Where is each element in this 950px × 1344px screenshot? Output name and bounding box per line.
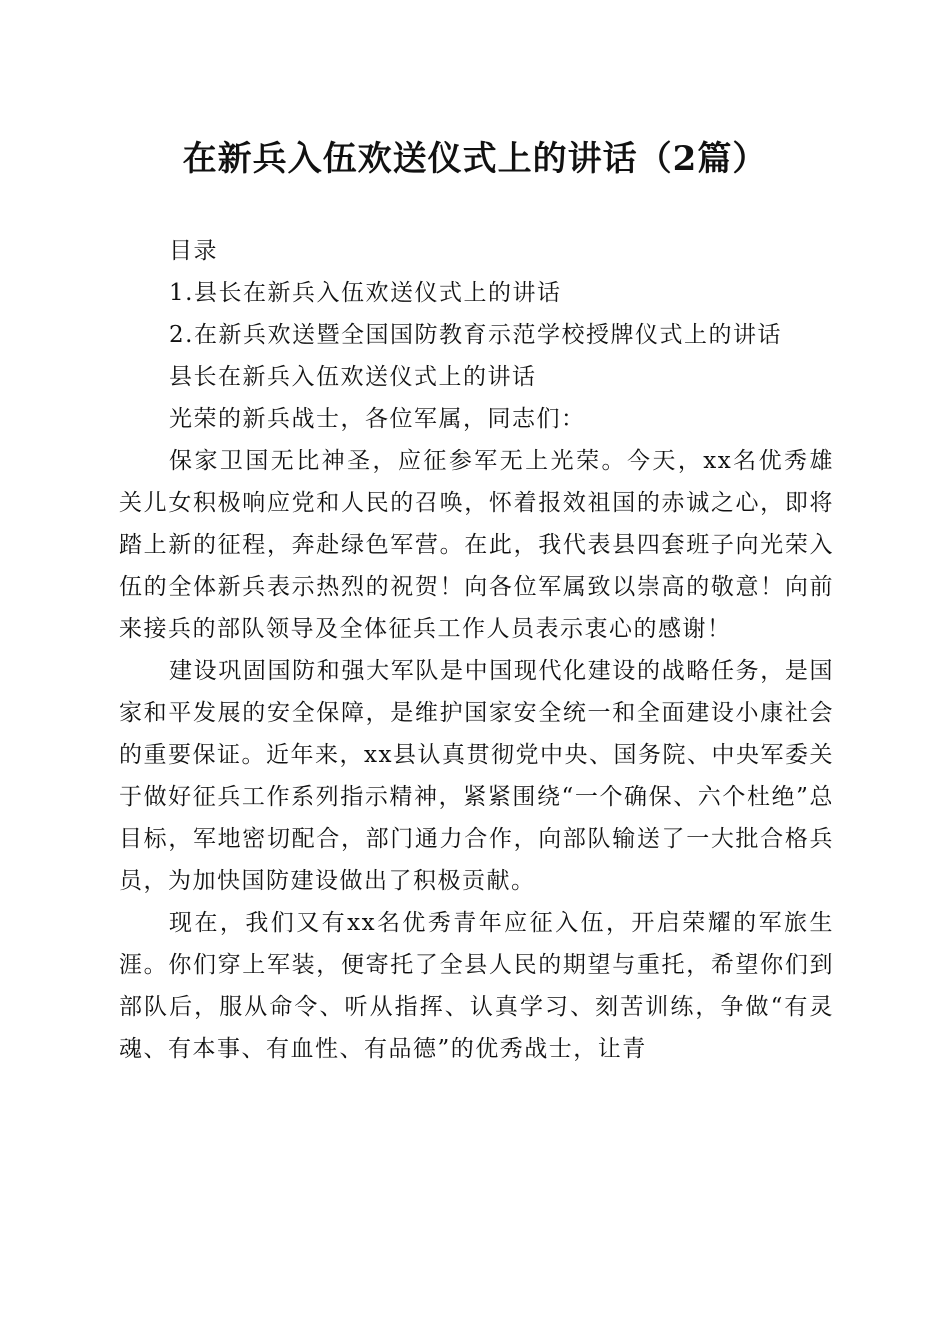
paragraph-2: 建设巩固国防和强大军队是中国现代化建设的战略任务，是国家和平发展的安全保障，是维护国家安全统一和全面建设小康社会的重要保证。近年来，xx县认真贯彻党中央、国务院、中央军委关于做好征兵工作系列指示精神，紧紧围绕“一个确保、六个杜绝”总目标，军地密切配合，部门通力合作，向部队输送了一大批合格兵员，为加快国防建设做出了积极贡献。 <box>119 658 834 894</box>
paragraph-3: 现在，我们又有xx名优秀青年应征入伍，开启荣耀的军旅生涯。你们穿上军装，便寄托了全县人民的期望与重托，希望你们到部队后，服从命令、听从指挥、认真学习、刻苦训练，争做“有灵魂、有本事、有血性、有品德”的优秀战士，让青 <box>119 910 834 1062</box>
toc-item-1: 1.县长在新兵入伍欢送仪式上的讲话 <box>169 280 562 306</box>
toc-item-2: 2.在新兵欢送暨全国国防教育示范学校授牌仪式上的讲话 <box>169 322 782 348</box>
toc-heading: 目录 <box>169 238 218 264</box>
salutation: 光荣的新兵战士，各位军属，同志们： <box>169 406 586 432</box>
section-title: 县长在新兵入伍欢送仪式上的讲话 <box>169 364 537 390</box>
paragraph-1: 保家卫国无比神圣，应征参军无上光荣。今天，xx名优秀雄关儿女积极响应党和人民的召唤，怀着报效祖国的赤诚之心，即将踏上新的征程，奔赴绿色军营。在此，我代表县四套班子向光荣入伍的全体新兵表示热烈的祝贺！向各位军属致以崇高的敬意！向前来接兵的部队领导及全体征兵工作人员表示衷心的感谢！ <box>119 448 834 642</box>
document-body <box>119 230 834 1070</box>
document-title: 在新兵入伍欢送仪式上的讲话（2篇） <box>182 139 768 179</box>
